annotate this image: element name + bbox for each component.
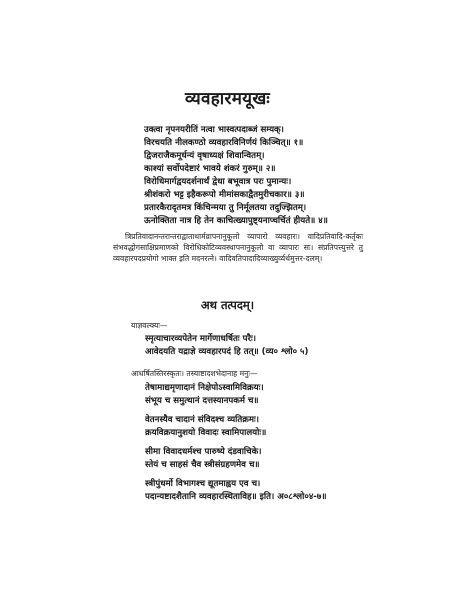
commentary-text: त्रिप्रतिवादानन्तरान्तराद्वाताथार्मव्रापनानुकूलो व्यापारो व्यवहारः। वादिप्रतिवादि-कर्तृकः संभवद्धोगसाक्षिप्रमाणको विरोधिकोटिव्यवस्थापनानुकूलो वा व्यापारः सः। संप्रतिपत्त्युत्तरे तु व्यवहारपदप्रयोगो भाक्त इति मदनरत्ने। वादिवतिपादादिव्याख्युर्व्यर्थमुत्तर-दलम्।	[113, 232, 363, 264]
verse-group-3a	[145, 382, 445, 408]
verse-line: विरोधिमार्गद्वयदर्शनार्थं द्वेधा बभूवात्र परः पुमान्यः।	[144, 177, 292, 187]
verse-line: उक्त्वा नृपनयरीतिं नत्वा भास्वत्पदाब्जं सम्यक्।	[144, 125, 284, 135]
page-title: व्यवहारमयूखः	[185, 89, 270, 109]
verse-line: वेतनस्यैव चादानं संविदश्च व्यतिक्रमः।	[145, 415, 260, 425]
verse-line: स्त्रीपुंधर्मो विभागश्च द्यूतमाह्वय एव च।	[145, 479, 261, 489]
verse-line: ऊनोक्तिता नात्र हि तेन काचित्ख्यापुष्ट्यनाप्चर्चितं हीयते॥ ४॥	[144, 216, 328, 226]
verse-line: स्मृत्याचारव्यपेतेन मार्गेणाधर्षितः परैः।	[145, 334, 256, 344]
section-heading: अथ तत्पदम्।	[200, 298, 255, 312]
attribution: याज्ञवल्क्यः—	[131, 321, 168, 330]
verse-line: द्विजराजैकमूर्धन्यं वृषाध्यक्षं शिवान्वितम्।	[144, 151, 265, 161]
verse-line: प्रतारकैरादृतमत्र किंचिन्मया तु निर्मूलतया तदुज्झितम्।	[144, 203, 307, 213]
verse-line: पदान्यष्टादशैतानि व्यवहारस्थिताविह॥ इति। अ०८श्लो०४-७॥	[145, 492, 327, 502]
verse-line: संभूय च समुत्थानं दत्तस्यानपकर्म च॥	[145, 396, 259, 406]
verse-group-3b	[145, 414, 445, 440]
commentary-paragraph	[113, 231, 363, 265]
verse-line: क्रयविक्रयानुशयो विवादः स्वामिपालयोः॥	[145, 428, 267, 438]
intro-verses	[144, 124, 444, 228]
verse-line: तेषामाद्यमृणादानं निक्षेपोऽस्वामिविक्रयः।	[145, 383, 264, 393]
verse-line: आवेदयति यद्राज्ञे व्यवहारपदं हि तत्॥ (व्य० श्लो० ५)	[145, 347, 309, 357]
verse-group-3d	[145, 478, 445, 504]
verse-group-2	[145, 333, 445, 359]
verse-line: स्तेयं च साहसं चैव स्त्रीसंग्रहणमेव च॥	[145, 460, 260, 470]
verse-line: सीमा विवादधर्मश्च पारुष्ये दंडवाचिके।	[145, 447, 262, 457]
verse-line: विरचयति नीलकण्ठो व्यवहारविनिर्णयं किञ्चित्॥ १॥	[144, 138, 304, 148]
verse-line: काश्यां सर्वोपदेष्टारं भावये शंकरं गुरुम्॥ २॥	[144, 164, 276, 174]
attribution: आधर्षितस्तिरस्कृतः। तस्याष्टादशभेदानाह मनुः—	[131, 369, 258, 378]
verse-line: श्रीशंकरो भट्ट इहैकरूपो मीमांसकाद्वैतमुरीचकार॥ ३॥	[144, 190, 305, 200]
verse-group-3c	[145, 446, 445, 472]
